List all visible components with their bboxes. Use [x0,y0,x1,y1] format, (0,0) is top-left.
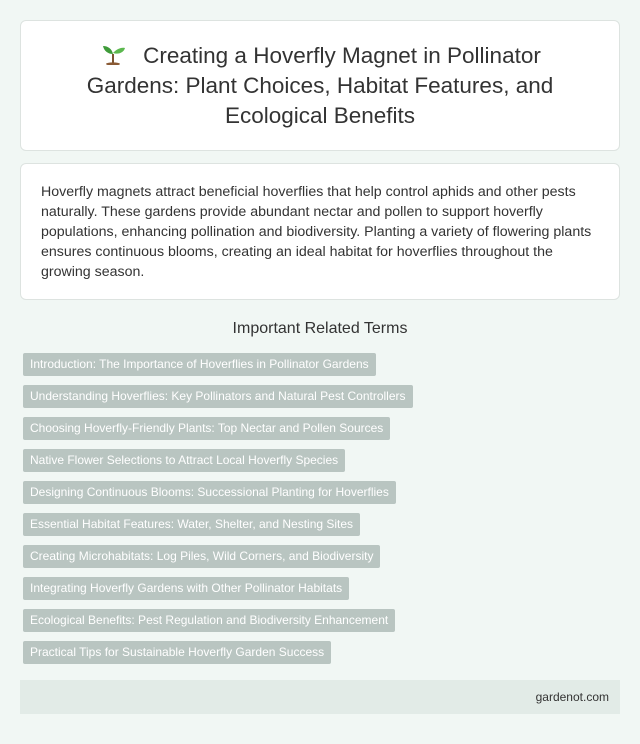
intro-card [20,163,620,300]
intro-text: Hoverfly magnets attract beneficial hoverflies that help control aphids and other pests naturally. These gardens provide abundant nectar and pollen to support hoverfly populations, enhancing pollination and biodiversity. Planting a variety of flowering plants ensures continuous blooms, creating an ideal habitat for hoverflies throughout the growing season. [41,184,592,280]
page-title [51,41,589,131]
term-tag[interactable]: Integrating Hoverfly Gardens with Other Pollinator Habitats [23,577,349,600]
title-card [20,20,620,151]
list-item [23,481,413,513]
list-item [23,513,413,545]
list-item [23,609,413,641]
term-tag[interactable]: Native Flower Selections to Attract Local Hoverfly Species [23,449,345,472]
seedling-icon [99,43,129,65]
term-tag[interactable]: Introduction: The Importance of Hoverflies in Pollinator Gardens [23,353,376,376]
term-tag[interactable]: Ecological Benefits: Pest Regulation and Biodiversity Enhancement [23,609,395,632]
term-tag[interactable]: Understanding Hoverflies: Key Pollinators and Natural Pest Controllers [23,385,413,408]
list-item [23,353,413,385]
list-item [23,417,413,449]
term-tag[interactable]: Creating Microhabitats: Log Piles, Wild Corners, and Biodiversity [23,545,380,568]
term-tag[interactable]: Practical Tips for Sustainable Hoverfly Garden Success [23,641,331,664]
list-item [23,577,413,609]
term-tag[interactable]: Designing Continuous Blooms: Successional Planting for Hoverflies [23,481,396,504]
related-terms-heading: Important Related Terms [232,320,408,337]
related-terms-list [23,353,413,673]
term-tag[interactable]: Choosing Hoverfly-Friendly Plants: Top Nectar and Pollen Sources [23,417,390,440]
list-item [23,641,413,673]
list-item [23,449,413,481]
footer [20,680,620,714]
site-name[interactable]: gardenot.com [535,690,609,704]
term-tag[interactable]: Essential Habitat Features: Water, Shelter, and Nesting Sites [23,513,360,536]
list-item [23,385,413,417]
page-title-text: Creating a Hoverfly Magnet in Pollinator Gardens: Plant Choices, Habitat Features, and Ecological Benefits [86,42,554,128]
list-item [23,545,413,577]
